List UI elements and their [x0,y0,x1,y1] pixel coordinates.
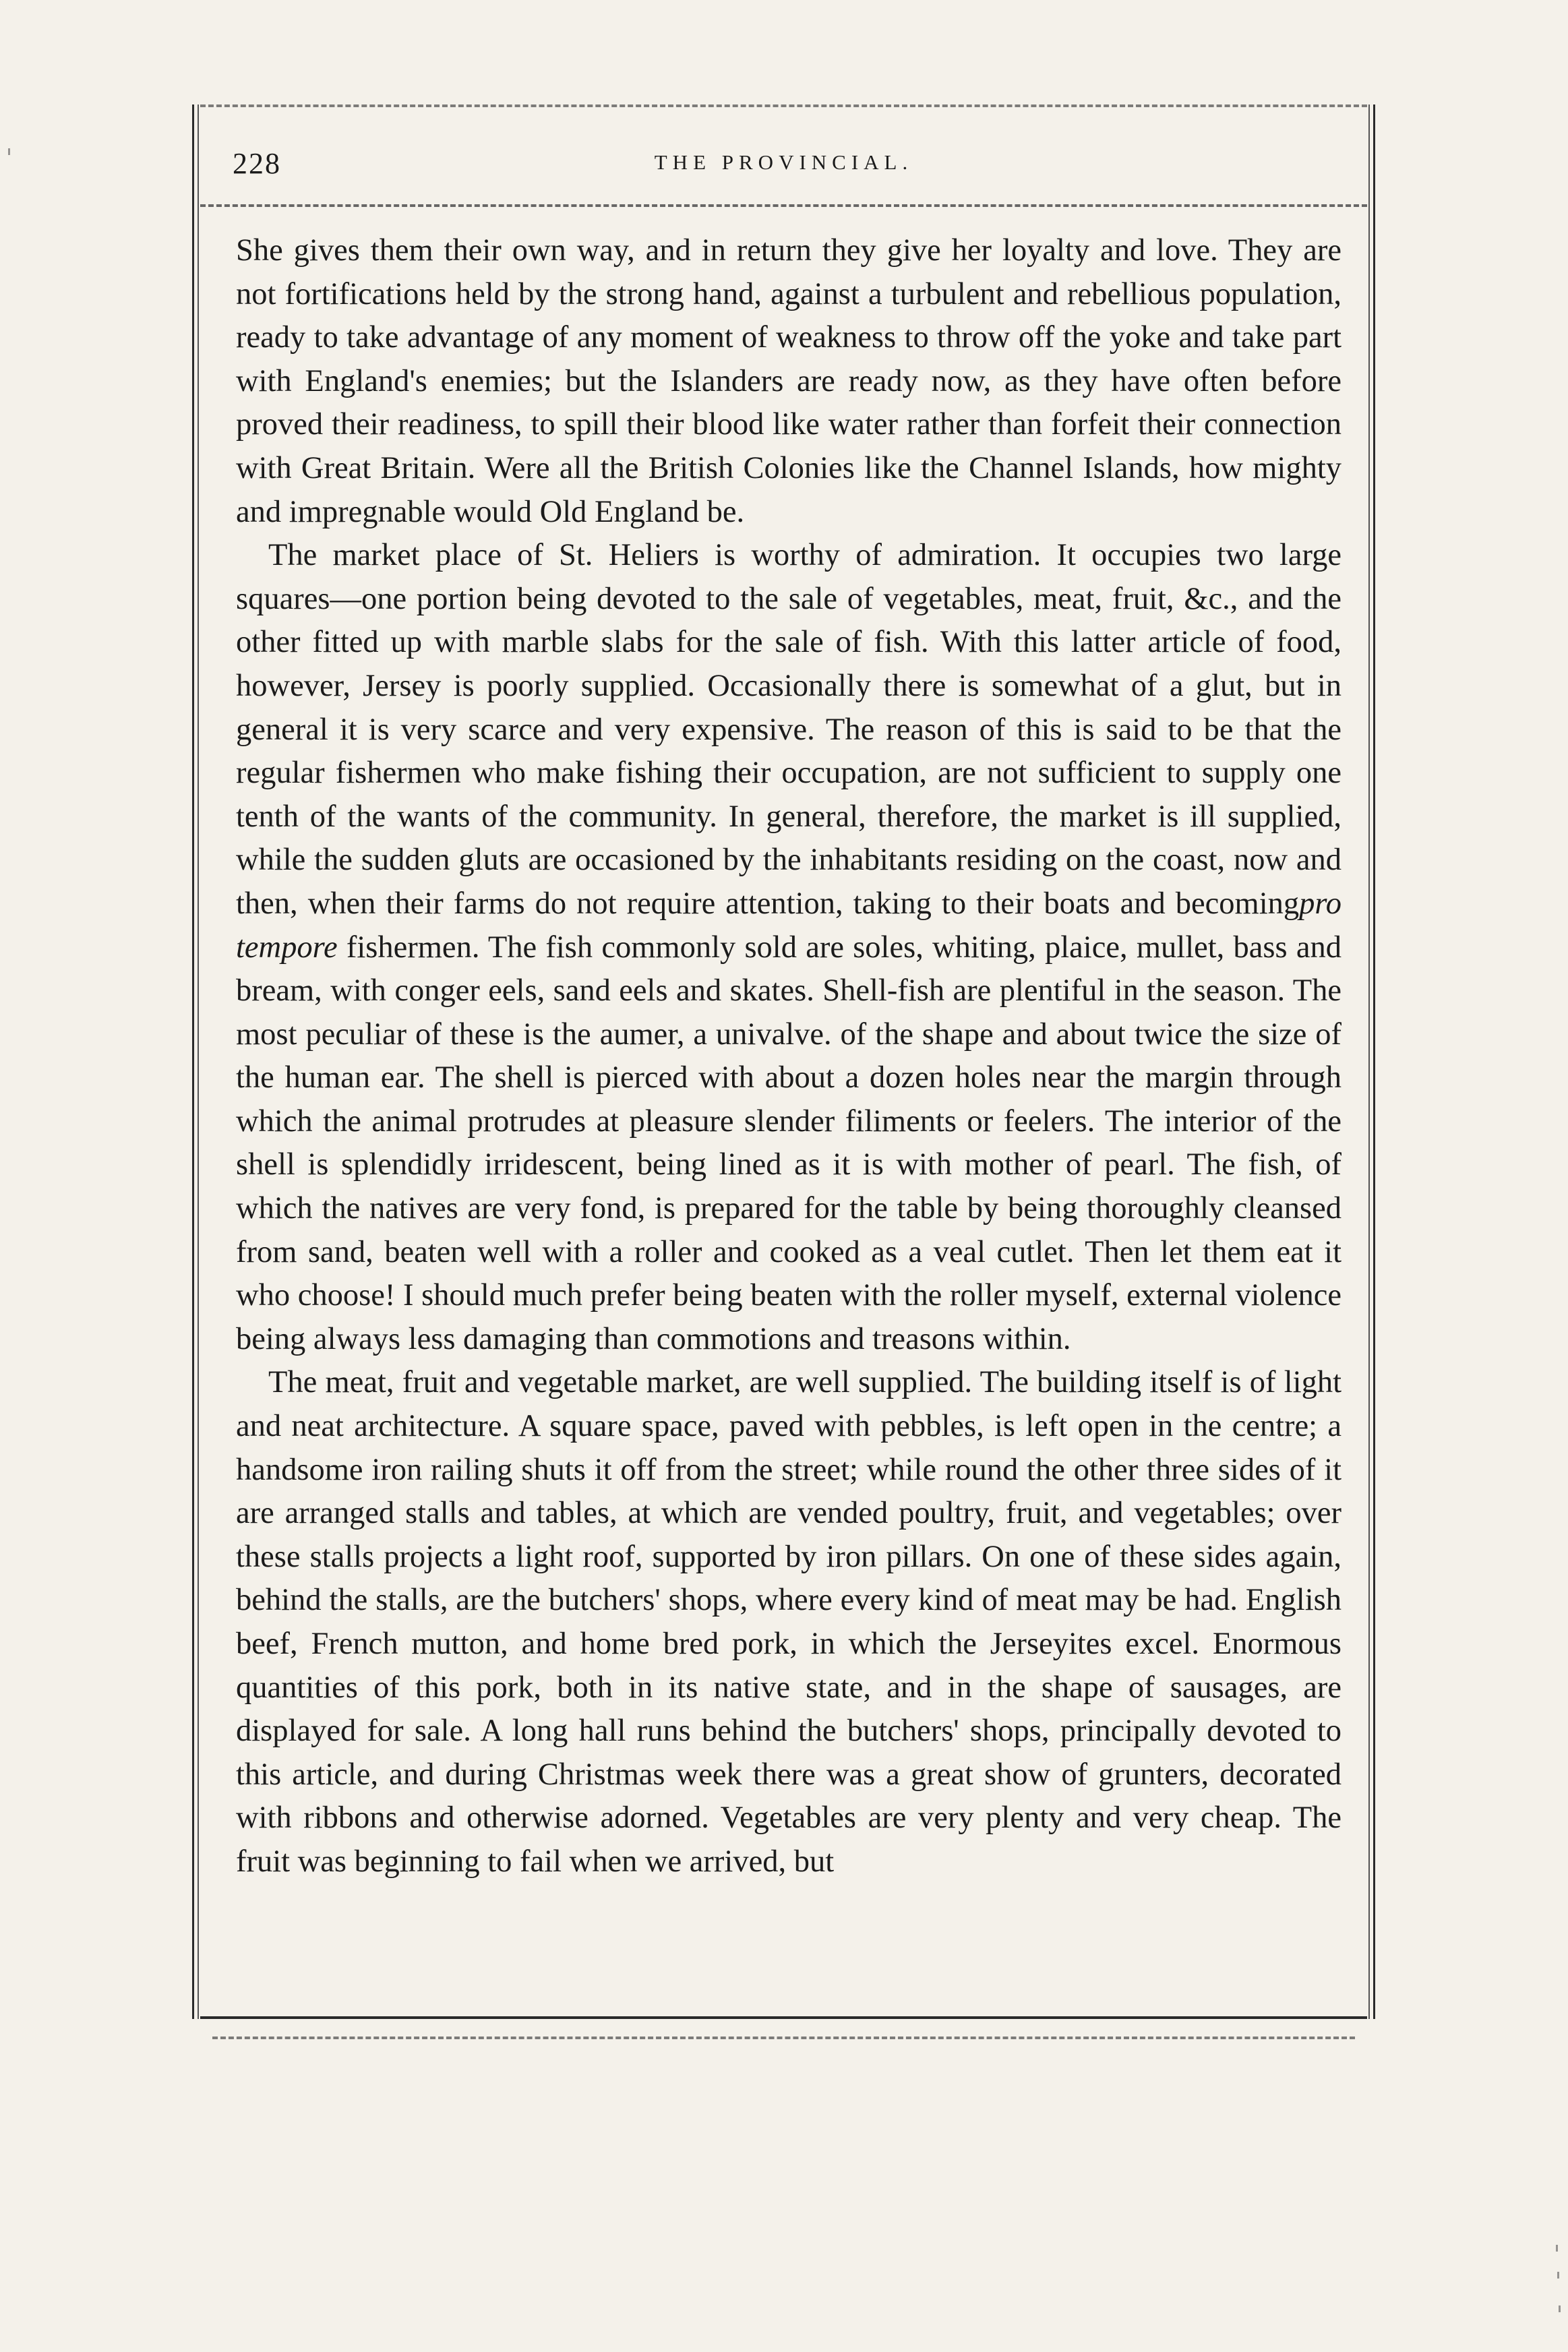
margin-speck [1556,2245,1558,2252]
paragraph-2-part-b: fishermen. The fish commonly sold are soles, whiting, plaice, mullet, bass and bream, with conger eels, sand eels and skates. Shell-fish are plentiful in the season. The most peculiar of these is the aumer, a univalve. of the shape and about twice the size of the human ear. The shell is pierced with about a dozen holes near the margin through which the animal protrudes at pleasure slender filiments or feelers. The interior of the shell is splendidly irridescent, being lined as it is with mother of pearl. The fish, of which the natives are very fond, is prepared for the table by being thoroughly cleansed from sand, beaten well with a roller and cooked as a veal cutlet. Then let them eat it who choose! I should much prefer being beaten with the roller myself, external violence being always less damaging than commotions and treasons within. [236,930,1341,1356]
paragraph-1: She gives them their own way, and in return they give her loyalty and love. They are not fortifications held by the strong hand, against a turbulent and rebellious population, ready to take advantage of any moment of weakness to throw off the yoke and take part with England's enemies; but the Islanders are ready now, as they have often before proved their readiness, to spill their blood like water rather than forfeit their connection with Great Britain. Were all the British Colonies like the Channel Islands, how mighty and impregnable would Old England be. [236,233,1341,529]
page-number: 228 [233,147,281,180]
bottom-border-rule [200,2016,1367,2019]
running-title: THE PROVINCIAL. [654,150,913,174]
right-border-rule [1368,104,1375,2019]
paragraph-2-part-a: The market place of St. Heliers is worthy of admiration. It occupies two large squares—one portion being devoted to the sale of vegetables, meat, fruit, &c., and the other fitted up with marble slabs for the sale of fish. With this latter article of food, however, Jersey is poorly supplied. Occasionally there is somewhat of a glut, but in general it is very scarce and very expensive. The reason of this is said to be that the regular fishermen who make fishing their occupation, are not sufficient to supply one tenth of the wants of the community. In general, therefore, the market is ill supplied, while the sudden gluts are occasioned by the inhabitants residing on the coast, now and then, when their farms do not require attention, taking to their boats and becoming [236,538,1341,921]
paragraph-2-italic: pro tempore [236,886,1341,965]
margin-speck [8,148,10,155]
paragraph-2 [236,534,1341,1361]
running-head [233,146,1335,187]
body-text [236,229,1341,1884]
bottom-dashed-rule [212,2037,1355,2039]
left-border-rule [192,104,199,2019]
margin-speck [1559,2305,1561,2312]
margin-speck [1557,2272,1559,2279]
header-rule [200,204,1367,207]
page-frame [192,104,1375,2019]
top-border-rule [200,104,1367,107]
paragraph-3: The meat, fruit and vegetable market, are well supplied. The building itself is of light and neat architecture. A square space, paved with pebbles, is left open in the centre; a handsome iron railing shuts it off from the street; while round the other three sides of it are arranged stalls and tables, at which are vended poultry, fruit, and vegetables; over these stalls projects a light roof, supported by iron pillars. On one of these sides again, behind the stalls, are the butchers' shops, where every kind of meat may be had. English beef, French mutton, and home bred pork, in which the Jerseyites excel. Enormous quantities of this pork, both in its native state, and in the shape of sausages, are displayed for sale. A long hall runs behind the butchers' shops, principally devoted to this article, and during Christmas week there was a great show of grunters, decorated with ribbons and otherwise adorned. Vegetables are very plenty and very cheap. The fruit was beginning to fail when we arrived, but [236,1365,1341,1879]
